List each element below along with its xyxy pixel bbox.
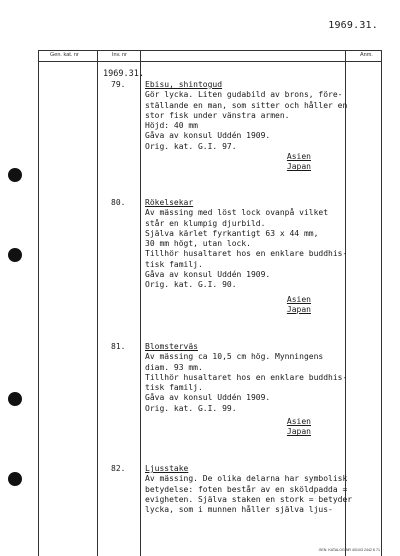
entry-line: Tillhör husaltaret hos en enklare buddhis-	[145, 249, 348, 259]
ledger-frame-left	[38, 50, 39, 556]
entry-line: Höjd: 40 mm	[145, 121, 198, 131]
year-label: 1969.31.	[103, 69, 144, 79]
entry-title: Rökelsekar	[145, 198, 194, 207]
entry-line: Själva kärlet fyrkantigt 63 x 44 mm,	[145, 228, 319, 238]
entry-line: tisk familj.	[145, 259, 203, 269]
country-sign: Japan	[286, 427, 311, 437]
entry-line: Av mässing ca 10,5 cm hög. Mynningens	[145, 352, 324, 362]
entry-line: tisk familj.	[145, 383, 203, 393]
punch-hole	[8, 168, 22, 182]
page-number: 1969.31.	[328, 20, 378, 31]
entry-line: evigheten. Själva staken en stork = betyder	[145, 494, 353, 504]
entry-body	[145, 80, 348, 173]
entry-line: betydelse: foten består av en sköldpadda =	[145, 484, 348, 494]
entry-line: Av mässing. De olika delarna har symbolisk	[145, 474, 348, 484]
region-sign: Asien	[286, 417, 311, 427]
entry-line: Tillhör husaltaret hos en enklare buddhis-	[145, 372, 348, 382]
entry-line: Gåva av konsul Uddén 1909.	[145, 270, 271, 280]
entry-number: 80.	[111, 198, 126, 207]
entry-line: Av mässing med löst lock ovanpå vilket	[145, 208, 329, 218]
footer-form-code: GEN. KATALOG NR 4/0103 2442 6 71	[318, 548, 380, 552]
entry-title: Blomsterväs	[145, 342, 198, 351]
punch-hole	[8, 472, 22, 486]
region-sign: Asien	[286, 152, 311, 162]
entry-number: 82.	[111, 464, 126, 473]
country-sign: Japan	[286, 162, 311, 172]
entry-line: 30 mm högt, utan lock.	[145, 239, 251, 249]
country-sign: Japan	[286, 304, 311, 314]
entry-number: 79.	[111, 80, 126, 89]
entry-line: diam. 93 mm.	[145, 362, 203, 372]
entry-line: Orig. kat. G.I. 90.	[145, 280, 237, 290]
ledger-frame-top	[38, 50, 382, 51]
entry-line: står en klumpig djurbild.	[145, 218, 266, 228]
entry-line: ställande en man, som sitter och håller en	[145, 100, 348, 110]
header-gen-kat-nr: Gen. kat. nr	[50, 52, 79, 58]
ledger-frame-right	[381, 50, 382, 556]
entry-title: Ljusstake	[145, 464, 189, 473]
entry-title: Ebisu, shintogud	[145, 80, 223, 89]
punch-hole	[8, 392, 22, 406]
entry-number: 81.	[111, 342, 126, 351]
entry-line: stor fisk under vänstra armen.	[145, 110, 290, 120]
punch-hole	[8, 248, 22, 262]
region-sign: Asien	[286, 294, 311, 304]
ledger-header-rule	[38, 61, 382, 62]
entry-line: Orig. kat. G.I. 97.	[145, 141, 237, 151]
entry-body	[145, 198, 348, 315]
entry-body	[145, 464, 353, 515]
header-anm: Anm.	[360, 52, 373, 58]
entry-line: Gåva av konsul Uddén 1909.	[145, 393, 271, 403]
entry-line: Orig. kat. G.I. 99.	[145, 403, 237, 413]
entry-line: Gåva av konsul Uddén 1909.	[145, 131, 271, 141]
entry-line: Gör lycka. Liten gudabild av brons, före-	[145, 90, 343, 100]
column-divider	[97, 50, 98, 556]
header-inv-nr: Inv. nr	[112, 52, 127, 58]
column-divider	[140, 50, 141, 556]
entry-body	[145, 342, 348, 438]
entry-line: lycka, som i munnen håller själva ljus-	[145, 505, 333, 515]
